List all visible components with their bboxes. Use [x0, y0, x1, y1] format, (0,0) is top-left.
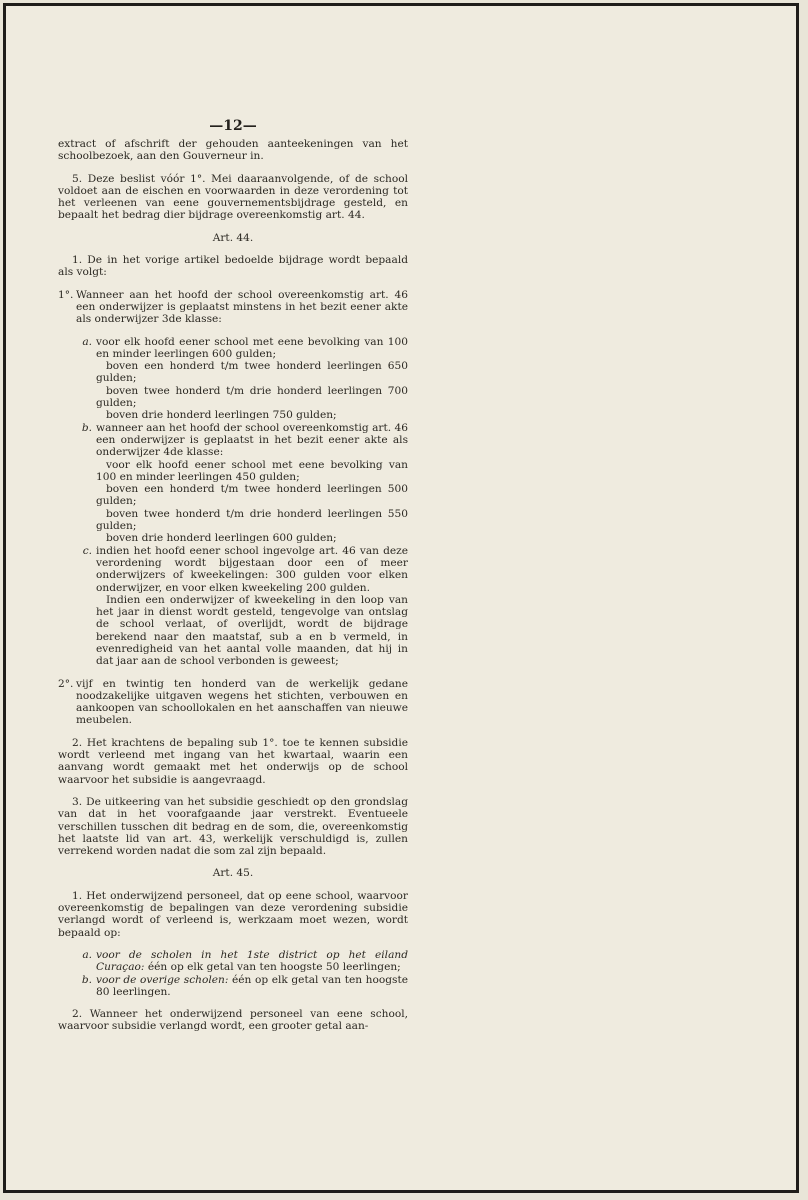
sub-marker: a. [82, 948, 92, 961]
sub-line: boven een honderd t/m twee honderd leerlingen 650 gulden; [96, 360, 408, 385]
article-44-heading: Art. 44. [212, 231, 254, 244]
item-text: Wanneer aan het hoofd der school overeenkomstig art. 46 een onderwijzer is geplaatst minstens in het bezit eener akte als onderwijzer 3de klasse: [76, 288, 408, 326]
sub-line [96, 974, 408, 999]
article-44-item-1 [58, 289, 408, 326]
sub-line: boven twee honderd t/m drie honderd leerlingen 550 gulden; [96, 507, 408, 533]
sub-line: boven drie honderd leerlingen 600 gulden; [106, 532, 337, 545]
sub-marker: c. [82, 544, 92, 557]
article-45-paragraph-2: 2. Wanneer het onderwijzend personeel van eene school, waarvoor subsidie verlangd wordt, een grooter getal aan- [58, 1008, 408, 1033]
sub-body [96, 422, 408, 545]
sub-line: boven twee honderd t/m drie honderd leerlingen 700 gulden; [96, 384, 408, 410]
item-marker: 2°. [58, 677, 74, 690]
sub-marker: b. [81, 421, 92, 434]
sub-body [96, 974, 408, 999]
sub-body [96, 336, 408, 422]
sub-label: voor de scholen in het 1ste district op het eiland Curaçao: [96, 948, 408, 974]
sub-marker: b. [81, 973, 92, 986]
text-column [58, 118, 408, 1033]
paragraph-intro: extract of afschrift der gehouden aanteekeningen van het schoolbezoek, aan den Gouverneur in. [58, 138, 408, 163]
sub-body [96, 545, 408, 668]
sub-marker: a. [82, 335, 92, 348]
sub-line [96, 949, 408, 974]
sub-line: Indien een onderwijzer of kweekeling in den loop van het jaar in dienst wordt gesteld, tengevolge van ontslag de school verlaat, of overlijdt, wordt de bijdrage berekend naar den maatstaf, sub a en b vermeld, in evenredigheid van het aantal volle maanden, dat hij in dat jaar aan de school verbonden is geweest; [96, 593, 408, 668]
article-44-paragraph-1: 1. De in het vorige artikel bedoelde bijdrage wordt bepaald als volgt: [58, 254, 408, 279]
article-45-sub-a [58, 949, 408, 974]
article-44-paragraph-2: 2. Het krachtens de bepaling sub 1°. toe te kennen subsidie wordt verleend met ingang van het kwartaal, waarin een aanvang wordt gemaakt met het onderwijs op de school waarvoor het subsidie is aangevraagd. [58, 736, 408, 786]
item-marker: 1°. [58, 288, 74, 301]
sub-line: boven een honderd t/m twee honderd leerlingen 500 gulden; [96, 483, 408, 508]
article-45-sub-b [58, 974, 408, 999]
article-44-paragraph-3: 3. De uitkeering van het subsidie geschiedt op den grondslag van dat in het voorafgaande jaar verstrekt. Eventueele verschillen tusschen dit bedrag en de som, die, overeenkomstig het laatste lid van art. 43, werkelijk verschuldigd is, zullen verrekend worden nadat die som zal zijn bepaald. [58, 795, 408, 858]
sub-text: één op elk getal van ten hoogste 80 leerlingen. [96, 973, 408, 998]
article-44-item-2 [58, 678, 408, 727]
article-45-heading: Art. 45. [212, 867, 254, 880]
sub-text: één op elk getal van ten hoogste 50 leerlingen; [147, 961, 401, 974]
sub-line: boven drie honderd leerlingen 750 gulden; [106, 409, 337, 422]
article-45-paragraph-1: 1. Het onderwijzend personeel, dat op eene school, waarvoor overeenkomstig de bepalingen van deze verordening subsidie verlangd wordt of verleend is, werkzaam moet wezen, wordt bepaald op: [58, 889, 408, 939]
article-44-sub-b [58, 422, 408, 545]
sub-line: wanneer aan het hoofd der school overeenkomstig art. 46 een onderwijzer is geplaatst in het bezit eener akte als onderwijzer 4de klasse: [96, 421, 408, 459]
article-44-sub-c [58, 545, 408, 668]
sub-line: indien het hoofd eener school ingevolge art. 46 van deze verordening wordt bijgestaan door een of meer onderwijzers of kweekelingen: 300 gulden voor elken onderwijzer, en voor elken kweekeling 200 gulden. [96, 544, 408, 594]
sub-line: voor elk hoofd eener school met eene bevolking van 100 en minder leerlingen 450 gulden; [96, 458, 408, 483]
paragraph-5: 5. Deze beslist vóór 1°. Mei daaraanvolgende, of de school voldoet aan de eischen en voorwaarden in deze verordening tot het verleenen van eene gouvernementsbijdrage gesteld, en bepaalt het bedrag dier bijdrage overeenkomstig art. 44. [58, 172, 408, 222]
article-44-sub-a [58, 336, 408, 422]
item-text: vijf en twintig ten honderd van de werkelijk gedane noodzakelijke uitgaven wegens het stichten, verbouwen en aankoopen van schoollokalen en het aanschaffen van nieuwe meubelen. [76, 677, 408, 727]
sub-label: voor de overige scholen: [96, 973, 229, 986]
sub-body [96, 949, 408, 974]
sub-line: voor elk hoofd eener school met eene bevolking van 100 en minder leerlingen 600 gulden; [96, 335, 408, 360]
page-number: —12— [209, 118, 257, 134]
